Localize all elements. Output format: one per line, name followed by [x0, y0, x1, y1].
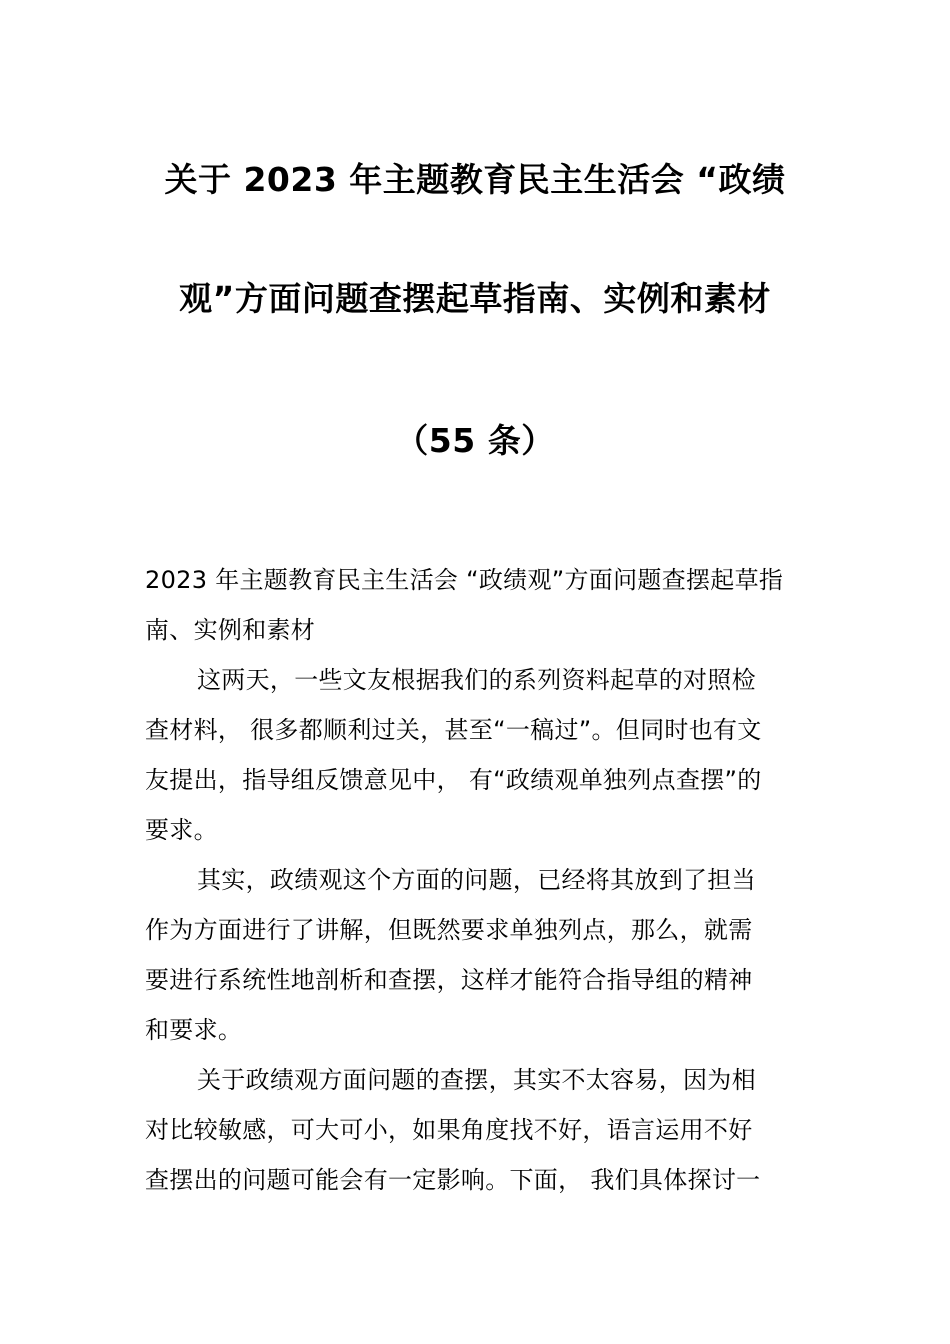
- title-line-3: （55 条）: [395, 421, 555, 460]
- body-line-9: 要进行系统性地剖析和查摆，这样才能符合指导组的精神: [145, 966, 753, 994]
- title-line-2: 观”方面问题查摆起草指南、实例和素材: [179, 279, 771, 318]
- body-line-7: 其实，政绩观这个方面的问题，已经将其放到了担当: [197, 866, 756, 894]
- body-line-8: 作为方面进行了讲解，但既然要求单独列点，那么，就需: [145, 916, 753, 944]
- body-line-6: 要求。: [145, 816, 218, 844]
- title-line-1: 关于 2023 年主题教育民主生活会 “政绩: [164, 160, 786, 199]
- body-line-1: 2023 年主题教育民主生活会 “政绩观”方面问题查摆起草指: [145, 566, 784, 594]
- body-line-10: 和要求。: [145, 1016, 243, 1044]
- body-line-4: 查材料， 很多都顺利过关，甚至“一稿过”。但同时也有文: [145, 716, 762, 744]
- body-line-2: 南、实例和素材: [145, 616, 316, 644]
- body-line-13: 查摆出的问题可能会有一定影响。下面， 我们具体探讨一: [145, 1166, 761, 1194]
- body-line-12: 对比较敏感，可大可小，如果角度找不好，语言运用不好: [145, 1116, 753, 1144]
- body-line-11: 关于政绩观方面问题的查摆，其实不太容易，因为相: [197, 1066, 756, 1094]
- body-text: [145, 555, 810, 1205]
- body-line-5: 友提出，指导组反馈意见中， 有“政绩观单独列点查摆”的: [145, 766, 762, 794]
- body-line-3: 这两天，一些文友根据我们的系列资料起草的对照检: [197, 666, 756, 694]
